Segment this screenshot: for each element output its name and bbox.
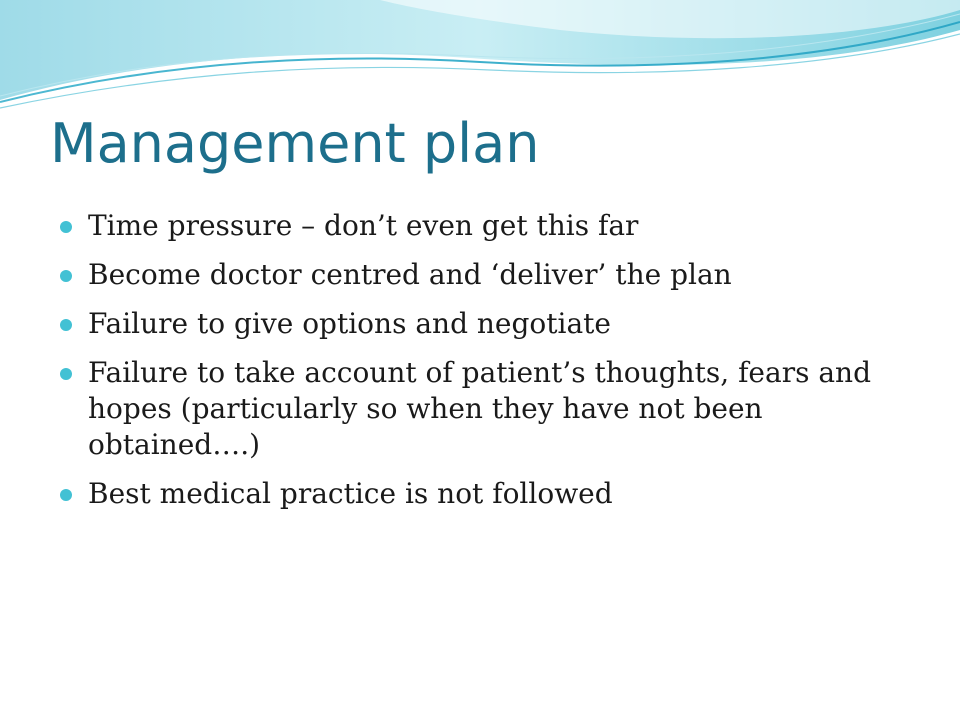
bullet-dot-icon — [60, 221, 72, 233]
bullet-list — [60, 208, 910, 525]
slide-title: Management plan — [50, 112, 540, 175]
bullet-text: Failure to give options and negotiate — [88, 307, 612, 340]
bullet-dot-icon — [60, 489, 72, 501]
bullet-item — [60, 306, 910, 342]
bullet-dot-icon — [60, 368, 72, 380]
bullet-text: Failure to take account of patient’s thoughts, fears and hopes (particularly so when they have not been obtained….) — [88, 356, 872, 461]
bullet-text: Become doctor centred and ‘deliver’ the plan — [88, 258, 732, 291]
bullet-text: Best medical practice is not followed — [88, 477, 613, 510]
bullet-dot-icon — [60, 319, 72, 331]
bullet-item — [60, 355, 910, 463]
header-wave-decoration — [0, 0, 960, 130]
bullet-dot-icon — [60, 270, 72, 282]
bullet-item — [60, 257, 910, 293]
bullet-item — [60, 476, 910, 512]
bullet-item — [60, 208, 910, 244]
bullet-text: Time pressure – don’t even get this far — [88, 209, 639, 242]
